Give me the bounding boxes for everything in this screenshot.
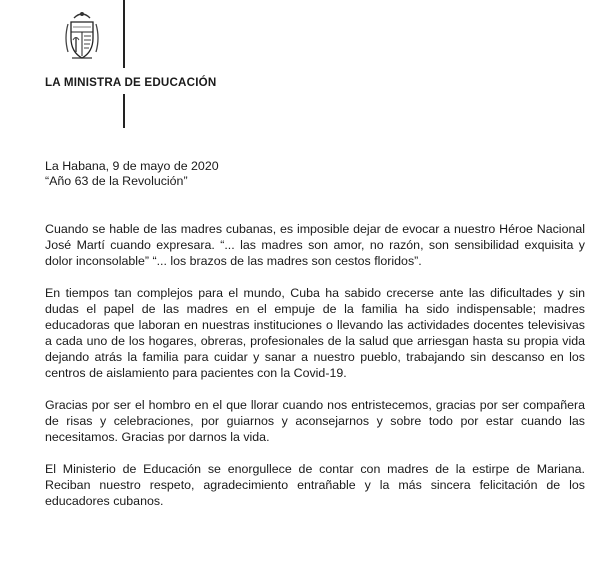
divider-line	[123, 94, 125, 128]
dateline	[45, 159, 219, 189]
paragraph: Gracias por ser el hombro en el que llorar cuando nos entristecemos, gracias por ser compañera de risas y celebraciones, por guiarnos y aconsejarnos y sobre todo por estar cuando las necesitamos. Gracias por darnos la vida.	[45, 398, 585, 444]
paragraph: En tiempos tan complejos para el mundo, Cuba ha sabido crecerse ante las dificultades y sin dudas el papel de las madres en el empuje de la familia ha sido indispensable; madres educadoras que laboran en nuestras instituciones o llevando las actividades docentes televisivas a cada uno de los hogares, obreras, profesionales de la salud que arriesgan hasta su propia vida dejando atrás la familia para cuidar y sanar a nuestro pueblo, trabajando sin descanso en los centros de aislamiento para pacientes con la Covid-19.	[45, 286, 585, 380]
coat-of-arms-of-cuba-icon	[60, 8, 104, 64]
place-date: La Habana, 9 de mayo de 2020	[45, 159, 219, 173]
paragraph: El Ministerio de Educación se enorgullece de contar con madres de la estirpe de Mariana. Reciban nuestro respeto, agradecimiento entrañable y la más sincera felicitación de los educadores cubanos.	[45, 462, 585, 508]
letter-body	[45, 221, 585, 525]
ministry-title: LA MINISTRA DE EDUCACIÓN	[45, 76, 217, 89]
divider-line	[123, 0, 125, 68]
paragraph: Cuando se hable de las madres cubanas, es imposible dejar de evocar a nuestro Héroe Nacional José Martí cuando expresara. “... las madres son amor, no razón, son sensibilidad exquisita y dolor inconsolable” “... los brazos de las madres son cestos floridos”.	[45, 222, 585, 268]
year-motto: “Año 63 de la Revolución”	[45, 174, 188, 188]
